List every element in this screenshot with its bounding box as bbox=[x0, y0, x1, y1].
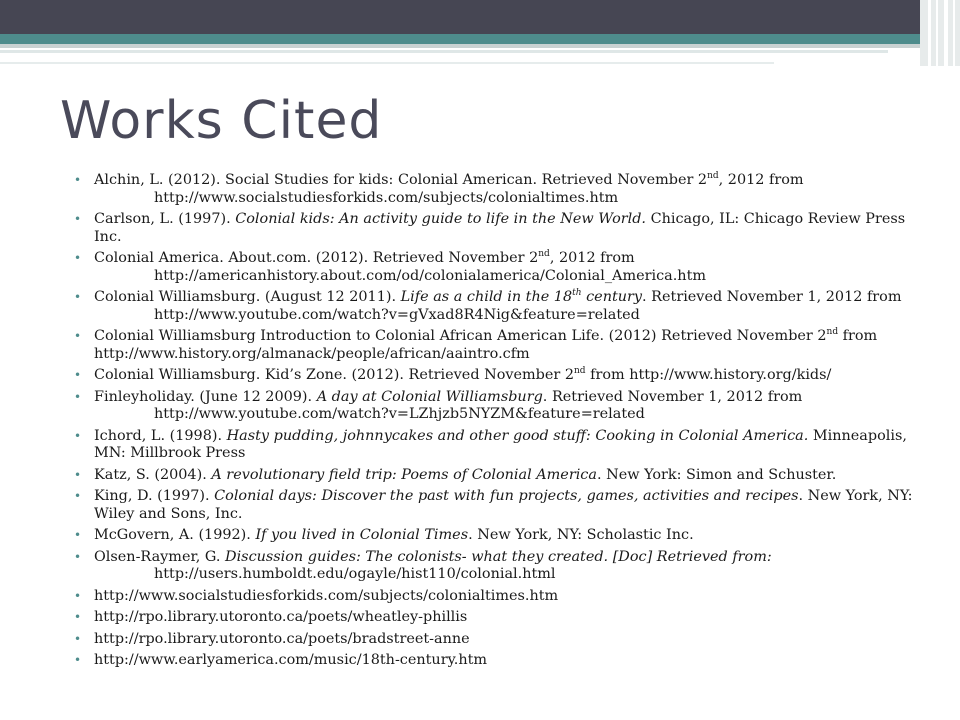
reference-text: If you lived in Colonial Times bbox=[255, 527, 469, 543]
reference-text: Discussion guides: The colonists- what they created. [Doc] Retrieved from: bbox=[225, 548, 772, 565]
references-list bbox=[74, 172, 916, 674]
reference-text: Olsen-Raymer, G. bbox=[94, 548, 226, 565]
reference-text: th bbox=[572, 288, 582, 299]
reference-continuation: http://users.humboldt.edu/ogayle/hist110/colonial.html bbox=[154, 566, 556, 582]
reference-text: Colonial Williamsburg Introduction to Colonial African American Life. (2012) Retrieved November 2 bbox=[94, 328, 827, 344]
slide-title: Works Cited bbox=[60, 91, 383, 151]
reference-text: Chicago, IL: Chicago Review Press bbox=[646, 211, 906, 227]
teal-accent-band bbox=[0, 34, 960, 44]
reference-text: http://rpo.library.utoronto.ca/poets/bradstreet-anne bbox=[94, 630, 470, 647]
reference-item bbox=[74, 389, 916, 424]
bullet-icon: • bbox=[74, 173, 82, 187]
reference-text: nd bbox=[574, 366, 586, 377]
reference-text: http://www.earlyamerica.com/music/18th-century.htm bbox=[94, 652, 488, 668]
reference-item bbox=[74, 211, 916, 246]
accent-line bbox=[0, 50, 888, 53]
reference-item bbox=[74, 652, 916, 670]
reference-text: Hasty pudding, johnnycakes and other good stuff: Cooking in Colonial America. bbox=[226, 427, 809, 444]
bullet-icon: • bbox=[74, 549, 82, 564]
bullet-icon: • bbox=[74, 528, 82, 542]
reference-continuation: Wiley and Sons, Inc. bbox=[94, 505, 243, 522]
bullet-icon: • bbox=[74, 212, 82, 226]
accent-line bbox=[0, 62, 774, 64]
reference-text: from http://www.history.org/kids/ bbox=[585, 367, 832, 383]
reference-text: nd bbox=[707, 171, 719, 182]
reference-item bbox=[74, 428, 916, 463]
reference-text: Ichord, L. (1998). bbox=[94, 427, 227, 444]
bullet-icon: • bbox=[74, 329, 82, 343]
reference-continuation: http://www.youtube.com/watch?v=gVxad8R4Nig&feature=related bbox=[154, 306, 640, 323]
reference-text: http://www.socialstudiesforkids.com/subjects/colonialtimes.htm bbox=[94, 587, 559, 604]
reference-text: , 2012 from bbox=[718, 172, 804, 188]
reference-text: Colonial Williamsburg. (August 12 2011). bbox=[94, 289, 401, 305]
reference-item bbox=[74, 467, 916, 485]
bullet-icon: • bbox=[74, 251, 82, 265]
reference-continuation: http://www.history.org/almanack/people/african/aaintro.cfm bbox=[94, 345, 530, 362]
reference-text: from bbox=[838, 328, 878, 344]
bullet-icon: • bbox=[74, 588, 82, 603]
reference-text: King, D. (1997). bbox=[94, 488, 215, 504]
bullet-icon: • bbox=[74, 489, 82, 503]
bullet-icon: • bbox=[74, 290, 82, 304]
bullet-icon: • bbox=[74, 467, 82, 482]
reference-item bbox=[74, 631, 916, 649]
reference-continuation: http://www.youtube.com/watch?v=LZhjzb5NYZM&feature=related bbox=[154, 406, 645, 422]
bullet-icon: • bbox=[74, 610, 82, 624]
reference-text: nd bbox=[826, 327, 839, 338]
reference-text: Finleyholiday. (June 12 2009). bbox=[94, 388, 317, 405]
reference-text: , 2012 from bbox=[549, 250, 635, 266]
reference-text: . New York, NY: bbox=[798, 488, 913, 504]
reference-item bbox=[74, 527, 916, 545]
reference-text: http://rpo.library.utoronto.ca/poets/wheatley-phillis bbox=[94, 609, 468, 625]
reference-text: Colonial Williamsburg. Kid’s Zone. (2012). Retrieved November 2 bbox=[94, 367, 574, 383]
corner-stripes-decoration bbox=[920, 0, 960, 66]
reference-text: A day at Colonial Williamsburg bbox=[316, 388, 543, 405]
reference-item bbox=[74, 488, 916, 523]
bullet-icon: • bbox=[74, 653, 82, 667]
bullet-icon: • bbox=[74, 428, 82, 443]
reference-item bbox=[74, 588, 916, 606]
reference-item bbox=[74, 289, 916, 324]
gray-accent-band bbox=[0, 44, 960, 48]
reference-text: Colonial days: Discover the past with fun projects, games, activities and recipes bbox=[214, 488, 799, 504]
reference-text: Katz, S. (2004). bbox=[94, 466, 212, 483]
reference-text: . Retrieved November 1, 2012 from bbox=[642, 289, 902, 305]
bullet-icon: • bbox=[74, 368, 82, 382]
reference-text: McGovern, A. (1992). bbox=[94, 527, 256, 543]
reference-text: Alchin, L. (2012). Social Studies for kids: Colonial American. Retrieved November 2 bbox=[94, 172, 708, 188]
reference-continuation: http://www.socialstudiesforkids.com/subjects/colonialtimes.htm bbox=[154, 189, 619, 206]
reference-text: A revolutionary field trip: Poems of Colonial America bbox=[211, 466, 597, 483]
reference-item bbox=[74, 328, 916, 363]
reference-text: Carlson, L. (1997). bbox=[94, 211, 236, 227]
reference-item bbox=[74, 250, 916, 285]
reference-continuation: http://americanhistory.about.com/od/colonialamerica/Colonial_America.htm bbox=[154, 267, 707, 284]
reference-continuation: MN: Millbrook Press bbox=[94, 445, 246, 461]
reference-item bbox=[74, 609, 916, 627]
reference-text: Colonial kids: An activity guide to life in the New World. bbox=[235, 211, 647, 227]
reference-item bbox=[74, 367, 916, 385]
reference-text: . New York, NY: Scholastic Inc. bbox=[468, 527, 694, 543]
reference-text: Life as a child in the 18 bbox=[400, 289, 573, 305]
reference-text: Colonial America. About.com. (2012). Retrieved November 2 bbox=[94, 250, 539, 266]
reference-text: . Retrieved November 1, 2012 from bbox=[542, 388, 803, 405]
bullet-icon: • bbox=[74, 631, 82, 646]
reference-item bbox=[74, 549, 916, 584]
reference-text: Minneapolis, bbox=[808, 427, 907, 444]
reference-continuation: Inc. bbox=[94, 228, 122, 245]
header-bar bbox=[0, 0, 960, 34]
reference-text: nd bbox=[538, 249, 550, 260]
bullet-icon: • bbox=[74, 389, 82, 404]
reference-text: . New York: Simon and Schuster. bbox=[596, 466, 837, 483]
reference-text: century bbox=[581, 289, 643, 305]
reference-item bbox=[74, 172, 916, 207]
